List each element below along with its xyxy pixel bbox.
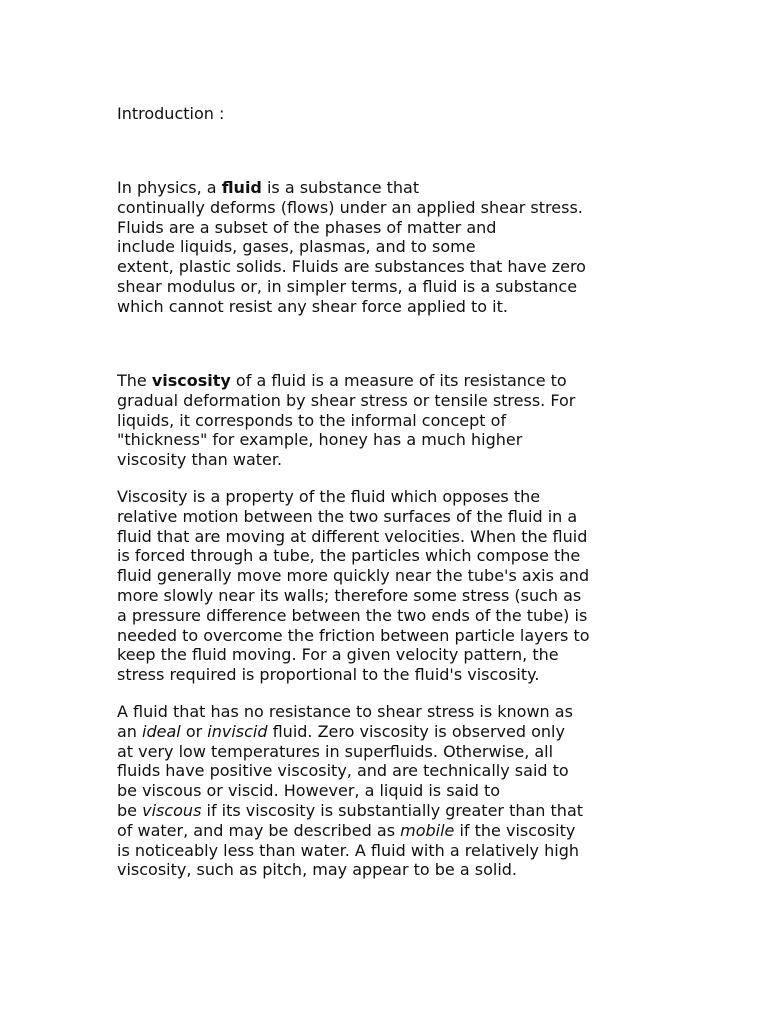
text-line: is noticeably less than water. A fluid with a relatively high (117, 840, 579, 860)
text-line: A fluid that has no resistance to shear stress is known as (117, 702, 573, 721)
text-line: include liquids, gases, plasmas, and to some (117, 237, 476, 257)
paragraph-viscosity-property (117, 487, 590, 685)
text-line (117, 801, 583, 821)
text-line: relative motion between the two surfaces of the fluid in a (117, 506, 578, 526)
text-line: gradual deformation by shear stress or tensile stress. For (117, 390, 576, 410)
introduction-heading: Introduction : (117, 104, 225, 123)
text-line: continually deforms (flows) under an applied shear stress. (117, 197, 583, 217)
text-run: fluid. Zero viscosity is observed only (267, 721, 565, 741)
italic-term-inviscid: inviscid (207, 721, 268, 741)
text-line: extent, plastic solids. Fluids are substances that have zero (117, 257, 586, 277)
text-line: at very low temperatures in superfluids. Otherwise, all (117, 741, 554, 761)
text-line: Fluids are a subset of the phases of matter and (117, 217, 497, 237)
text-run: of a fluid is a measure of its resistance to (230, 371, 567, 390)
text-line (117, 722, 583, 742)
text-line: fluid that are moving at different velocities. When the fluid (117, 526, 588, 546)
text-run: if the viscosity (454, 820, 576, 840)
text-line (117, 821, 583, 841)
text-run: an (117, 721, 143, 741)
text-run: In physics, a (117, 178, 222, 197)
text-line: which cannot resist any shear force applied to it. (117, 296, 508, 316)
text-line: liquids, it corresponds to the informal concept of (117, 410, 507, 430)
text-line: shear modulus or, in simpler terms, a fluid is a substance (117, 276, 578, 296)
paragraph-ideal-fluid (117, 702, 583, 880)
italic-term-ideal: ideal (142, 721, 181, 741)
italic-term-viscous: viscous (142, 800, 202, 820)
text-line: viscosity, such as pitch, may appear to be a solid. (117, 860, 517, 880)
text-run: is a substance that (261, 178, 420, 197)
paragraph-fluid-definition (117, 178, 586, 317)
text-line: be viscous or viscid. However, a liquid is said to (117, 781, 501, 801)
text-line: needed to overcome the friction between particle layers to (117, 625, 590, 645)
text-line: fluids have positive viscosity, and are technically said to (117, 761, 569, 781)
text-line: stress required is proportional to the fluid's viscosity. (117, 665, 540, 685)
text-line: more slowly near its walls; therefore some stress (such as (117, 585, 582, 605)
text-run: The (117, 371, 152, 390)
text-line: keep the fluid moving. For a given velocity pattern, the (117, 645, 559, 665)
bold-term-viscosity: viscosity (151, 371, 231, 390)
text-line (117, 178, 586, 198)
text-run: be (117, 800, 143, 820)
text-line (117, 371, 575, 391)
text-line: a pressure difference between the two ends of the tube) is (117, 605, 588, 625)
italic-term-mobile: mobile (400, 820, 455, 840)
text-line: "thickness" for example, honey has a much higher (117, 430, 523, 450)
text-run: if its viscosity is substantially greater than that (201, 800, 584, 820)
text-line: fluid generally move more quickly near the tube's axis and (117, 566, 590, 586)
text-line: is forced through a tube, the particles which compose the (117, 546, 581, 566)
text-line: Viscosity is a property of the fluid which opposes the (117, 487, 541, 506)
bold-term-fluid: fluid (221, 178, 262, 197)
text-run: of water, and may be described as (117, 820, 401, 840)
text-line: viscosity than water. (117, 450, 283, 470)
text-run: or (180, 721, 208, 741)
paragraph-viscosity-definition (117, 371, 575, 470)
